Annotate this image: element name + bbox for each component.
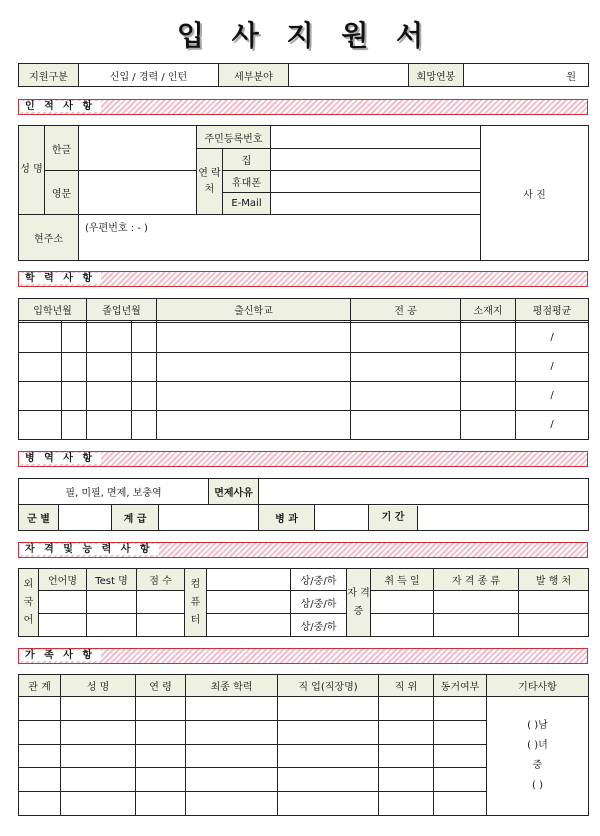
edu-header-gpa: 평점평균	[516, 299, 589, 321]
edu-gpa-cell[interactable]: /	[516, 323, 589, 352]
personal-section-header	[18, 99, 588, 115]
cert-date-input[interactable]	[371, 591, 434, 614]
fam-header-relation: 관 계	[19, 675, 61, 697]
edu-cell[interactable]	[461, 410, 516, 439]
rrn-input[interactable]	[271, 126, 481, 149]
address-label: 현주소	[19, 215, 79, 261]
computer-level[interactable]: 상/중/하	[291, 591, 347, 614]
english-name-input[interactable]	[79, 171, 197, 215]
test-input[interactable]	[87, 591, 137, 614]
salary-unit: 원	[566, 71, 576, 83]
score-input[interactable]	[137, 614, 185, 637]
etc-female: ( )녀	[527, 740, 548, 751]
edu-cell[interactable]	[62, 323, 87, 352]
fam-cell[interactable]	[434, 697, 487, 721]
mobile-input[interactable]	[271, 171, 481, 193]
application-header-table	[18, 63, 589, 87]
test-header: Test 명	[87, 569, 137, 591]
fam-cell[interactable]	[61, 744, 136, 768]
score-header: 점 수	[137, 569, 185, 591]
home-label: 집	[223, 149, 271, 171]
computer-skill-input[interactable]	[207, 569, 291, 591]
fam-cell[interactable]	[186, 720, 278, 744]
edu-gpa-cell[interactable]: /	[516, 410, 589, 439]
fam-cell[interactable]	[278, 792, 379, 816]
english-label: 영문	[45, 171, 79, 215]
period-cell[interactable]	[369, 505, 589, 531]
edu-cell[interactable]	[351, 352, 461, 381]
edu-cell[interactable]	[132, 323, 157, 352]
fam-header-age: 연 령	[136, 675, 186, 697]
exempt-label: 면제사유	[209, 479, 259, 505]
home-phone-input[interactable]	[271, 149, 481, 171]
family-section-header	[18, 648, 588, 664]
address-input[interactable]: (우편번호 : - )	[79, 215, 481, 261]
education-section-title: 학 력 사 항	[19, 273, 101, 284]
military-section-header	[18, 451, 588, 467]
edu-cell[interactable]	[87, 323, 132, 352]
korean-name-input[interactable]	[79, 126, 197, 171]
edu-cell[interactable]	[157, 352, 351, 381]
etc-male: ( )남	[527, 720, 548, 731]
fam-cell[interactable]	[186, 744, 278, 768]
fam-cell[interactable]	[379, 744, 434, 768]
computer-skill-input[interactable]	[207, 591, 291, 614]
rrn-label: 주민등록번호	[197, 126, 271, 149]
email-input[interactable]	[271, 193, 481, 215]
edu-header-major: 전 공	[351, 299, 461, 321]
edu-row	[19, 323, 589, 352]
edu-cell[interactable]	[19, 352, 62, 381]
fam-cell[interactable]	[379, 792, 434, 816]
fam-cell[interactable]	[19, 768, 61, 792]
test-input[interactable]	[87, 614, 137, 637]
fam-cell[interactable]	[434, 744, 487, 768]
cert-issuer-input[interactable]	[519, 591, 589, 614]
family-row	[19, 697, 589, 721]
computer-label: 컴 퓨 터	[185, 569, 207, 637]
fam-cell[interactable]	[61, 697, 136, 721]
rank-input[interactable]	[159, 505, 259, 531]
edu-cell[interactable]	[157, 323, 351, 352]
fam-cell[interactable]	[61, 768, 136, 792]
fam-header-education: 최종 학력	[186, 675, 278, 697]
edu-header-location: 소재지	[461, 299, 516, 321]
fam-cell[interactable]	[278, 697, 379, 721]
field-input[interactable]	[289, 64, 409, 87]
mobile-label: 휴대폰	[223, 171, 271, 193]
edu-cell[interactable]	[461, 323, 516, 352]
salary-input[interactable]	[464, 64, 589, 87]
edu-cell[interactable]	[351, 381, 461, 410]
fam-header-cohabit: 동거여부	[434, 675, 487, 697]
edu-cell[interactable]	[351, 410, 461, 439]
education-table	[18, 298, 589, 440]
form-title: 입 사 지 원 서	[176, 19, 424, 52]
fam-header-etc: 기타사항	[487, 675, 589, 697]
edu-cell[interactable]	[132, 352, 157, 381]
branch-input[interactable]	[59, 505, 112, 531]
email-label: E-Mail	[223, 193, 271, 215]
fam-cell[interactable]	[19, 744, 61, 768]
computer-level[interactable]: 상/중/하	[291, 569, 347, 591]
type-label: 지원구분	[19, 64, 79, 87]
lang-input[interactable]	[39, 591, 87, 614]
edu-cell[interactable]	[19, 410, 62, 439]
edu-cell[interactable]	[351, 323, 461, 352]
fam-cell[interactable]	[136, 768, 186, 792]
etc-other: ( )	[532, 780, 543, 791]
exempt-reason-input[interactable]	[259, 479, 589, 505]
computer-level[interactable]: 상/중/하	[291, 614, 347, 637]
fam-cell[interactable]	[379, 720, 434, 744]
edu-cell[interactable]	[461, 352, 516, 381]
family-section-title: 가 족 사 항	[19, 650, 101, 661]
edu-cell[interactable]	[62, 410, 87, 439]
salary-label: 희망연봉	[409, 64, 464, 87]
fam-header-position: 직 위	[379, 675, 434, 697]
personal-table	[18, 125, 589, 261]
edu-header-graduation: 졸업년월	[87, 299, 157, 321]
edu-cell[interactable]	[157, 381, 351, 410]
edu-cell[interactable]	[461, 381, 516, 410]
fam-cell[interactable]	[434, 792, 487, 816]
fam-cell[interactable]	[278, 744, 379, 768]
fam-cell[interactable]	[186, 792, 278, 816]
fam-cell[interactable]	[19, 720, 61, 744]
edu-header-entry: 입학년월	[19, 299, 87, 321]
rank-label: 계 급	[112, 505, 159, 531]
fam-cell[interactable]	[278, 768, 379, 792]
fam-cell[interactable]	[136, 744, 186, 768]
lang-header: 언어명	[39, 569, 87, 591]
military-table	[18, 478, 589, 531]
edu-cell[interactable]	[87, 352, 132, 381]
fam-etc-cell[interactable]	[487, 697, 589, 816]
cert-type-input[interactable]	[434, 591, 519, 614]
qualifications-section-header	[18, 542, 588, 558]
photo-box[interactable]: 사 진	[481, 126, 589, 261]
cert-issuer-input[interactable]	[519, 614, 589, 637]
fam-cell[interactable]	[61, 792, 136, 816]
edu-cell[interactable]	[132, 410, 157, 439]
edu-row	[19, 352, 589, 381]
qualifications-section-title: 자 격 및 능 력 사 항	[19, 544, 159, 555]
edu-row	[19, 410, 589, 439]
fam-cell[interactable]	[434, 768, 487, 792]
edu-cell[interactable]	[157, 410, 351, 439]
edu-cell[interactable]	[19, 381, 62, 410]
period-label: 기 간	[369, 506, 418, 530]
name-label: 성 명	[19, 126, 45, 215]
fam-cell[interactable]	[434, 720, 487, 744]
type-value[interactable]: 신입 / 경력 / 인턴	[79, 64, 219, 87]
edu-cell[interactable]	[132, 381, 157, 410]
type-label: 병 과	[259, 505, 315, 531]
edu-cell[interactable]	[62, 381, 87, 410]
cert-label: 자 격 증	[347, 569, 371, 637]
edu-row	[19, 381, 589, 410]
type-input[interactable]	[315, 505, 369, 531]
fam-cell[interactable]	[61, 720, 136, 744]
fam-cell[interactable]	[19, 697, 61, 721]
foreign-lang-label: 외 국 어	[19, 569, 39, 637]
korean-label: 한글	[45, 126, 79, 171]
contact-label: 연 락 처	[197, 149, 223, 215]
computer-skill-input[interactable]	[207, 614, 291, 637]
fam-cell[interactable]	[136, 697, 186, 721]
fam-cell[interactable]	[379, 697, 434, 721]
etc-middle: 중	[532, 760, 543, 771]
field-label: 세부분야	[219, 64, 289, 87]
cert-type-header: 자 격 종 류	[434, 569, 519, 591]
military-status[interactable]: 필, 미필, 면제, 보충역	[19, 479, 209, 505]
personal-section-title: 인 적 사 항	[19, 101, 101, 112]
fam-cell[interactable]	[136, 720, 186, 744]
fam-cell[interactable]	[186, 697, 278, 721]
cert-date-input[interactable]	[371, 614, 434, 637]
qualifications-table	[18, 568, 589, 637]
branch-label: 군 별	[19, 505, 59, 531]
edu-cell[interactable]	[87, 410, 132, 439]
lang-input[interactable]	[39, 614, 87, 637]
score-input[interactable]	[137, 591, 185, 614]
fam-cell[interactable]	[136, 792, 186, 816]
fam-cell[interactable]	[186, 768, 278, 792]
fam-cell[interactable]	[19, 792, 61, 816]
cert-issuer-header: 발 행 처	[519, 569, 589, 591]
family-table	[18, 674, 589, 816]
cert-date-header: 취 득 일	[371, 569, 434, 591]
edu-gpa-cell[interactable]: /	[516, 381, 589, 410]
edu-cell[interactable]	[62, 352, 87, 381]
edu-cell[interactable]	[19, 323, 62, 352]
fam-header-name: 성 명	[61, 675, 136, 697]
fam-cell[interactable]	[278, 720, 379, 744]
fam-header-job: 직 업(직장명)	[278, 675, 379, 697]
edu-cell[interactable]	[87, 381, 132, 410]
military-section-title: 병 역 사 항	[19, 453, 101, 464]
education-section-header	[18, 271, 588, 287]
fam-cell[interactable]	[379, 768, 434, 792]
edu-gpa-cell[interactable]: /	[516, 352, 589, 381]
cert-type-input[interactable]	[434, 614, 519, 637]
edu-header-school: 출신학교	[157, 299, 351, 321]
